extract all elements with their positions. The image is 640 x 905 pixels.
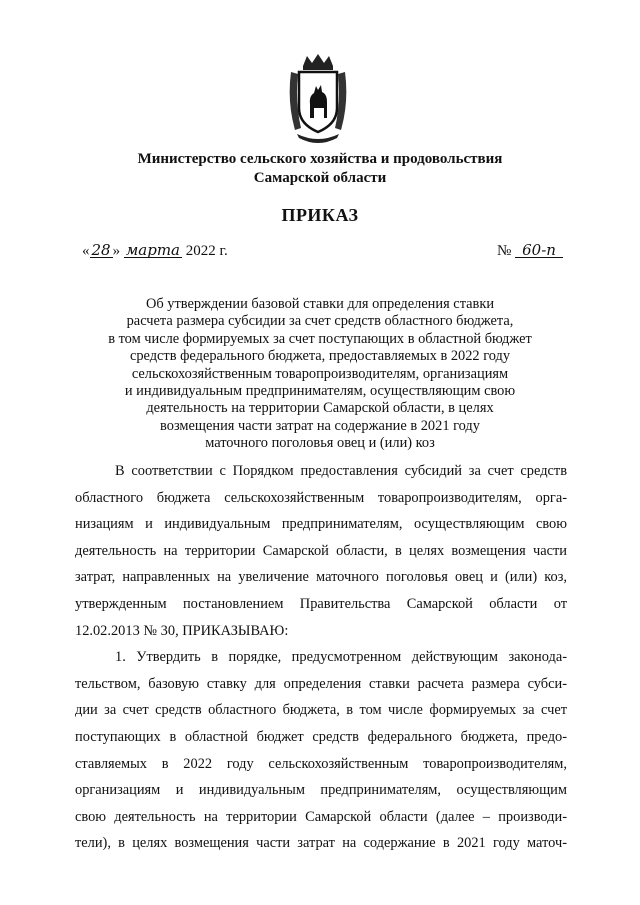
- document-title: [80, 296, 560, 453]
- document-body: [75, 458, 567, 857]
- title-line: расчета размера субсидии за счет средств областного бюджета,: [126, 313, 514, 330]
- title-line: средств федерального бюджета, предоставляемых в 2022 году: [129, 348, 511, 365]
- date-year: 2022 г.: [185, 243, 228, 259]
- title-line: и индивидуальным предпринимателям, осуществляющим свою: [124, 383, 516, 400]
- body-line: организациям и индивидуальным предпринимателям, осуществляющим: [75, 782, 567, 799]
- coat-of-arms-emblem: [283, 52, 353, 144]
- document-type-heading: ПРИКАЗ: [281, 205, 359, 225]
- body-line: дии за счет средств областного бюджета, в том числе формируемых за счет: [75, 702, 567, 719]
- title-line: деятельность на территории Самарской области, в целях: [146, 400, 494, 417]
- body-line: низациям и индивидуальным предпринимателям, осуществляющим свою: [75, 516, 567, 533]
- body-line: областного бюджета сельскохозяйственным товаропроизводителям, орга-: [75, 489, 567, 506]
- number-prefix: №: [497, 243, 512, 259]
- title-line: сельскохозяйственным товаропроизводителям, организациям: [131, 365, 509, 382]
- body-line: ставляемых в 2022 году сельскохозяйственным товаропроизводителям,: [75, 755, 567, 772]
- body-line: затрат, направленных на увеличение маточного поголовья овец и (или) коз,: [75, 569, 567, 586]
- date-close-quote: »: [112, 243, 121, 259]
- title-line: Об утверждении базовой ставки для определения ставки: [145, 296, 495, 312]
- ministry-name: [0, 150, 640, 188]
- ministry-line-2: Самарской области: [253, 170, 387, 186]
- body-line: поступающих в областной бюджет средств федерального бюджета, предо-: [75, 728, 567, 745]
- date-open-quote: «: [82, 243, 90, 259]
- body-line: 1. Утвердить в порядке, предусмотренном действующим законода-: [115, 649, 567, 666]
- title-line: в том числе формируемых за счет поступающих в областной бюджет: [108, 330, 532, 347]
- body-line: тели), в целях возмещения части затрат на содержание в 2021 году маточ-: [75, 835, 567, 852]
- samara-region-coat-of-arms-icon: [283, 52, 353, 144]
- title-line: возмещения части затрат на содержание в 2021 году: [160, 417, 480, 434]
- date-day-handwritten: 28: [91, 241, 111, 259]
- body-line: 12.02.2013 № 30, ПРИКАЗЫВАЮ:: [75, 622, 289, 639]
- document-number: [497, 243, 563, 260]
- body-line: В соответствии с Порядком предоставления субсидий за счет средств: [115, 463, 567, 479]
- number-value-handwritten: 60-п: [515, 243, 563, 258]
- ministry-line-1: Министерство сельского хозяйства и продовольствия: [137, 151, 503, 167]
- body-line: тельством, базовую ставку для определения ставки расчета размера субси-: [75, 675, 567, 692]
- body-line: свою деятельность на территории Самарской области (далее – производи-: [75, 808, 567, 825]
- document-date: [82, 243, 228, 260]
- body-line: деятельность на территории Самарской области, в целях возмещения части: [75, 542, 567, 559]
- date-month-handwritten: марта: [125, 241, 180, 259]
- title-line: маточного поголовья овец и (или) коз: [205, 435, 435, 452]
- body-line: утвержденным постановлением Правительства Самарской области от: [75, 595, 567, 612]
